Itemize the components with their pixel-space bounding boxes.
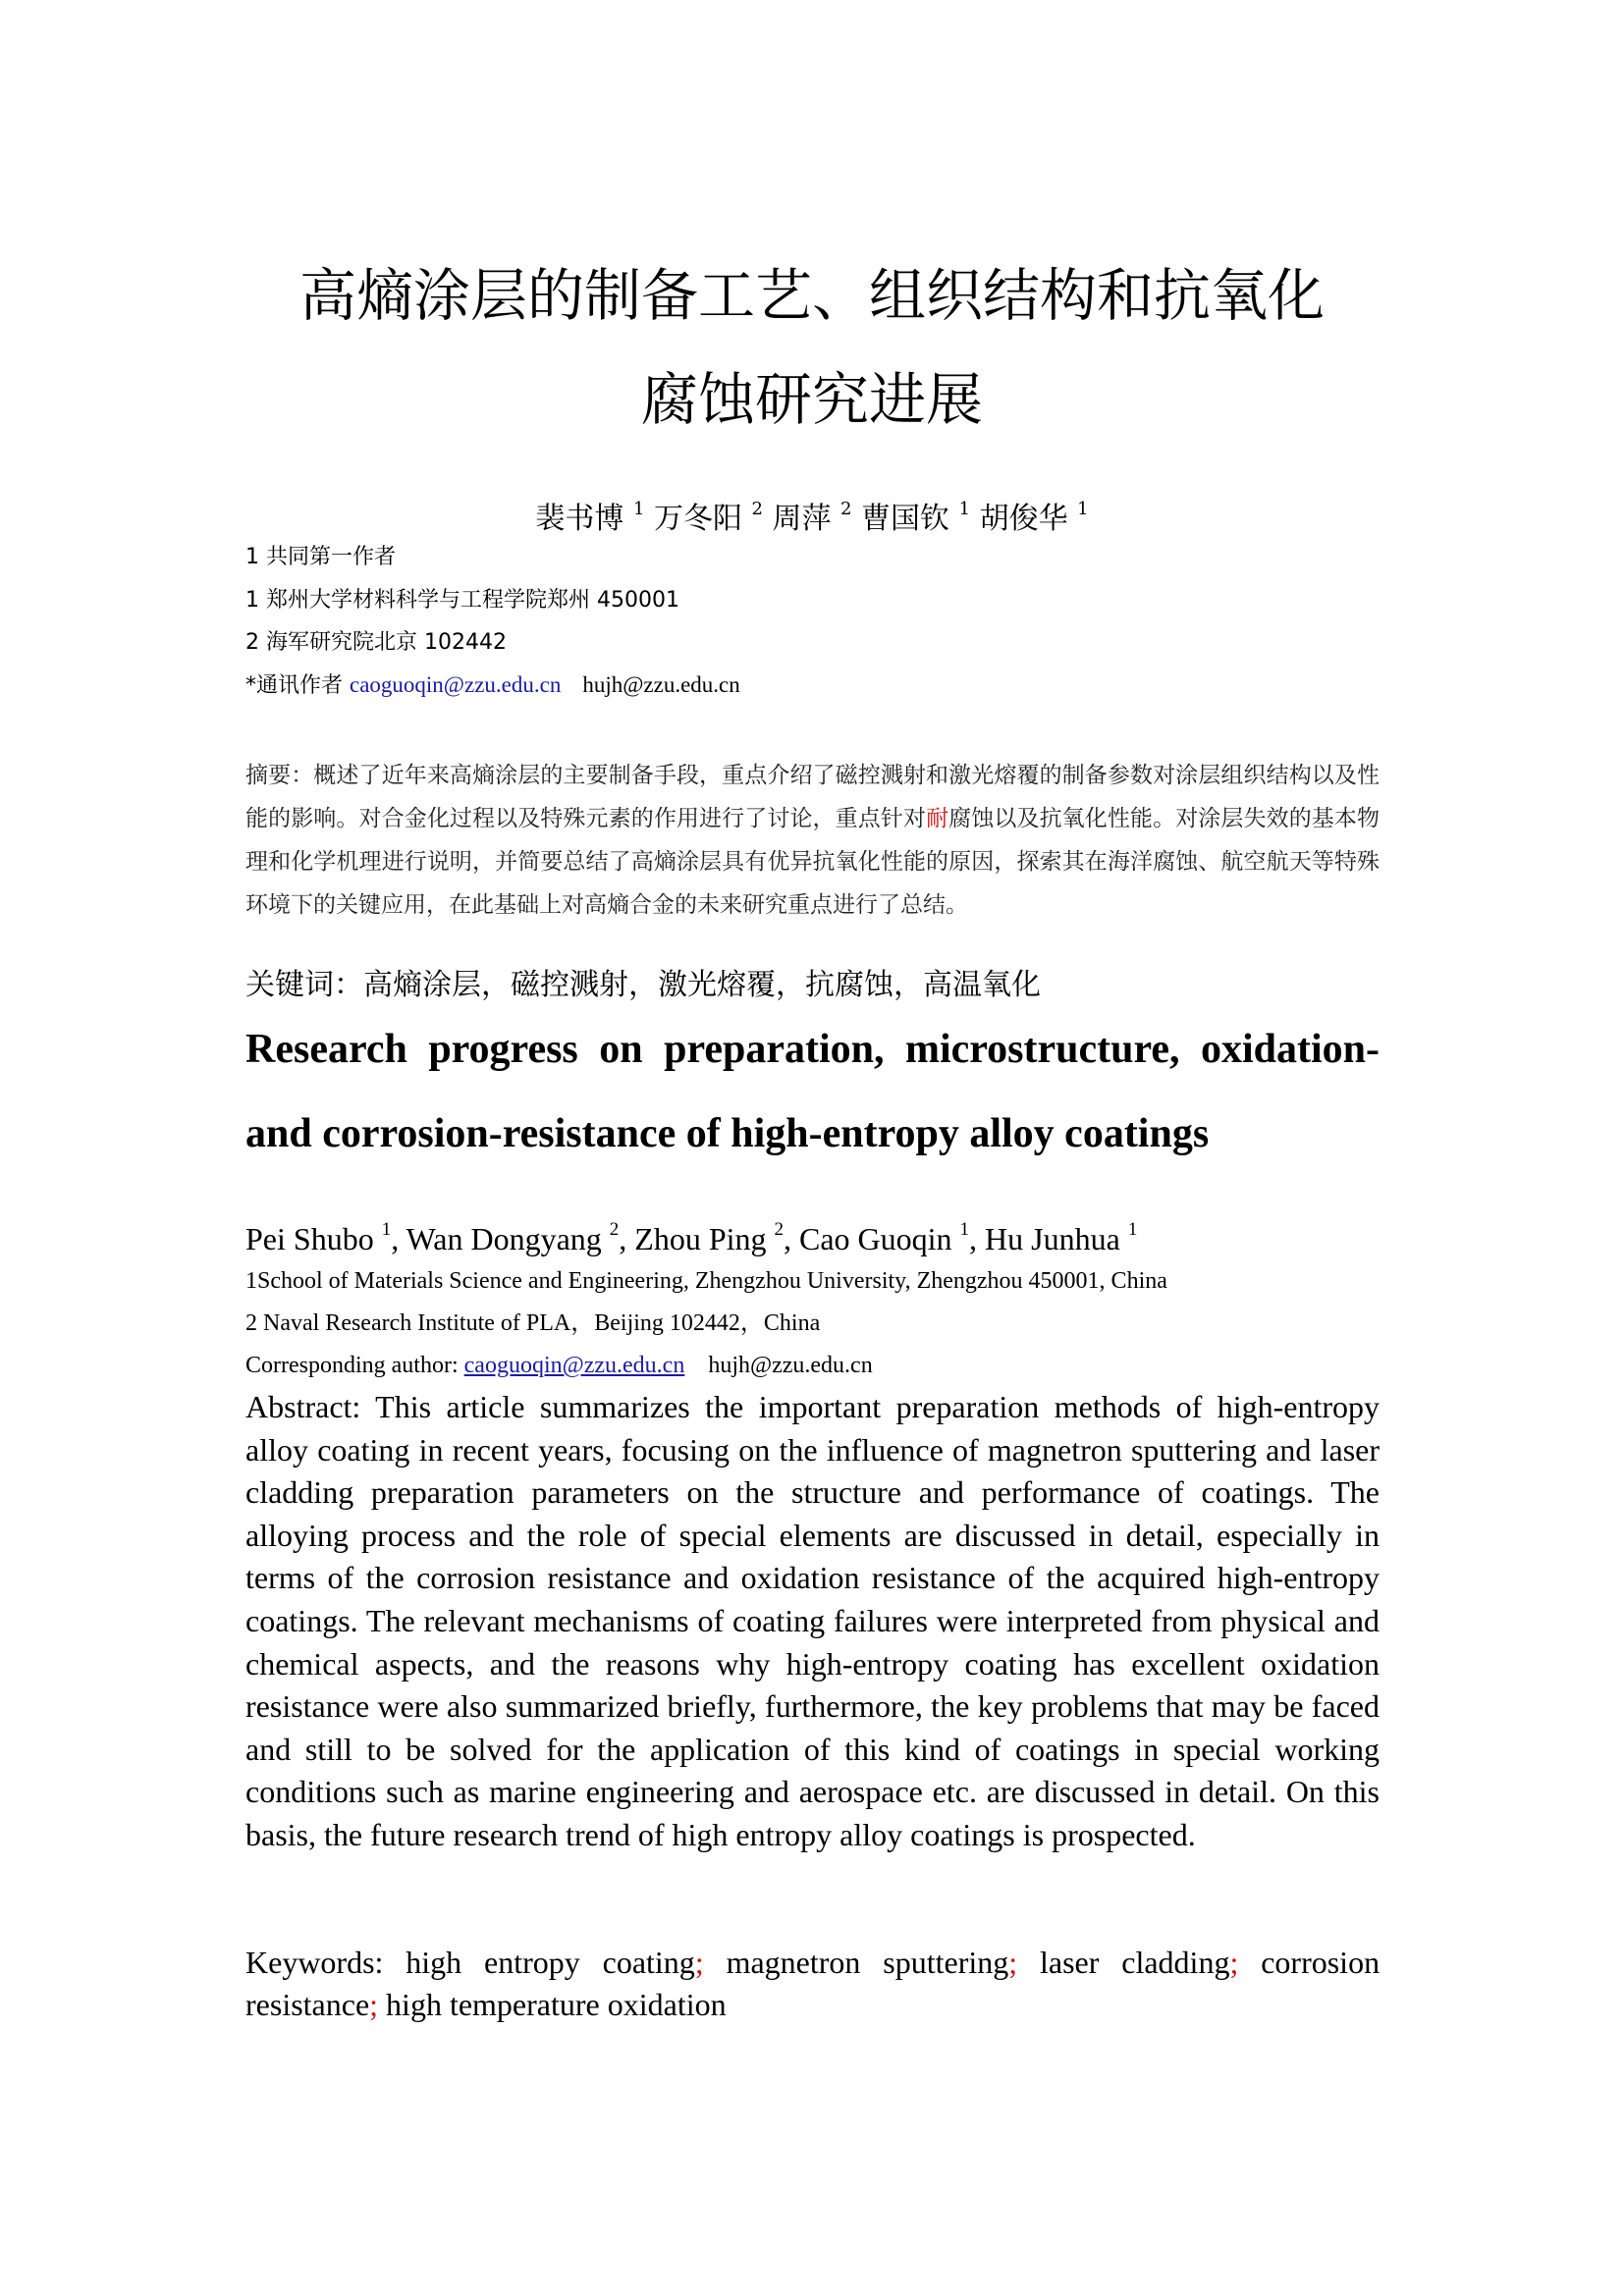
chinese-abstract bbox=[245, 754, 1380, 927]
affiliation-en-2: 2 Naval Research Institute of PLA，Beijing 102442，China bbox=[245, 1310, 821, 1336]
english-title-line-1: Research progress on preparation, microstructure, oxidation- bbox=[245, 1027, 1380, 1072]
english-keywords bbox=[245, 1942, 1380, 2026]
abstract-cn-red-mark: 耐 bbox=[926, 806, 949, 831]
chinese-author-list bbox=[196, 494, 1428, 537]
author-en-sup: 1 bbox=[959, 1219, 970, 1240]
keyword-separator: ; bbox=[694, 1945, 704, 1980]
author-cn-sup: 2 bbox=[840, 499, 852, 519]
author-sep: , bbox=[969, 1221, 986, 1256]
author-cn: 胡俊华 bbox=[979, 502, 1068, 536]
author-cn-sup: 2 bbox=[751, 499, 763, 519]
author-cn: 曹国钦 bbox=[861, 502, 950, 536]
corresponding-label-cn: *通讯作者 bbox=[245, 673, 350, 698]
author-cn-sup: 1 bbox=[1077, 499, 1089, 519]
author-sep: , bbox=[391, 1221, 406, 1256]
corresponding-author-cn bbox=[245, 673, 740, 697]
email-link-cn[interactable]: caoguoqin@zzu.edu.cn bbox=[350, 672, 562, 697]
keyword-item: high temperature oxidation bbox=[386, 1987, 727, 2022]
keyword-item: laser cladding bbox=[1040, 1945, 1230, 1980]
corresponding-label-en: Corresponding author: bbox=[245, 1353, 464, 1378]
affiliation-cn-1: 1 郑州大学材料科学与工程学院郑州 450001 bbox=[245, 588, 679, 613]
chinese-title-line-1: 高熵涂层的制备工艺、组织结构和抗氧化 bbox=[298, 262, 1325, 329]
keywords-label: Keywords: bbox=[245, 1945, 406, 1980]
keyword-separator: ; bbox=[1229, 1945, 1239, 1980]
keyword-separator: ; bbox=[369, 1987, 379, 2022]
english-abstract: Abstract: This article summarizes the important preparation methods of high-entropy alloy coating in recent years, focusing on the influence of magnetron sputtering and laser cladding preparation parameters on the structure and performance of coatings. The alloying process and the role of special elements are discussed in detail, especially in terms of the corrosion resistance and oxidation resistance of the acquired high-entropy coatings. The relevant mechanisms of coating failures were interpreted from physical and chemical aspects, and the reasons why high-entropy coating has excellent oxidation resistance were also summarized briefly, furthermore, the key problems that may be faced and still to be solved for the application of this kind of coatings in special working conditions such as marine engineering and aerospace etc. are discussed in detail. On this basis, the future research trend of high entropy alloy coatings is prospected. bbox=[245, 1389, 1380, 1852]
chinese-title-line-2: 腐蚀研究进展 bbox=[640, 366, 983, 433]
author-cn: 万冬阳 bbox=[653, 502, 742, 536]
author-en: Wan Dongyang bbox=[406, 1221, 610, 1256]
abstract-cn-text: 摘要：概述了近年来高熵涂层的主要制备手段，重点介绍了磁控溅射和激光熔覆的制备参数对涂层组织结构以及性能的影响。对合金化过程以及特殊元素的作用进行了讨论，重点针对 bbox=[245, 763, 1380, 831]
author-en-sup: 2 bbox=[774, 1219, 784, 1240]
keyword-item: high entropy coating bbox=[406, 1945, 695, 1980]
author-en: Cao Guoqin bbox=[799, 1221, 960, 1256]
email-cn-2: hujh@zzu.edu.cn bbox=[582, 672, 740, 697]
english-author-list bbox=[245, 1219, 1137, 1257]
keyword-separator: ; bbox=[1008, 1945, 1018, 1980]
author-cn-sup: 1 bbox=[958, 499, 971, 519]
keyword-item: magnetron sputtering bbox=[726, 1945, 1009, 1980]
author-cn: 裴书博 bbox=[535, 502, 624, 536]
author-en-sup: 1 bbox=[1127, 1219, 1138, 1240]
author-en: Hu Junhua bbox=[985, 1221, 1128, 1256]
author-en: Zhou Ping bbox=[634, 1221, 775, 1256]
abstract-cn-text-2: 腐蚀以及抗氧化性能。对涂层失效的基本物理和化学机理进行说明，并简要总结了高熵涂层具有优异抗氧化性能的原因，探索其在海洋腐蚀、航空航天等特殊环境下的关键应用，在此基础上对高熵合金的未来研究重点进行了总结。 bbox=[245, 806, 1380, 918]
author-en: Pei Shubo bbox=[245, 1221, 382, 1256]
co-first-author-note: 1 共同第一作者 bbox=[245, 545, 396, 569]
author-cn-sup: 1 bbox=[632, 499, 645, 519]
english-title-line-2: and corrosion-resistance of high-entropy alloy coatings bbox=[245, 1111, 1210, 1156]
chinese-keywords: 关键词：高熵涂层，磁控溅射，激光熔覆，抗腐蚀，高温氧化 bbox=[245, 968, 1041, 1002]
email-en-2: hujh@zzu.edu.cn bbox=[708, 1353, 873, 1378]
author-sep: , bbox=[784, 1221, 799, 1256]
affiliation-cn-2: 2 海军研究院北京 102442 bbox=[245, 630, 507, 655]
author-en-sup: 1 bbox=[381, 1219, 392, 1240]
author-cn: 周萍 bbox=[772, 502, 832, 536]
email-link-en[interactable]: caoguoqin@zzu.edu.cn bbox=[463, 1353, 685, 1378]
corresponding-author-en bbox=[245, 1354, 873, 1377]
author-en-sup: 2 bbox=[609, 1219, 620, 1240]
affiliation-en-1: 1School of Materials Science and Engineering, Zhengzhou University, Zhengzhou 450001, China bbox=[245, 1268, 1167, 1294]
keyword-item: corrosion resistance bbox=[245, 1945, 1380, 2022]
author-sep: , bbox=[619, 1221, 635, 1256]
